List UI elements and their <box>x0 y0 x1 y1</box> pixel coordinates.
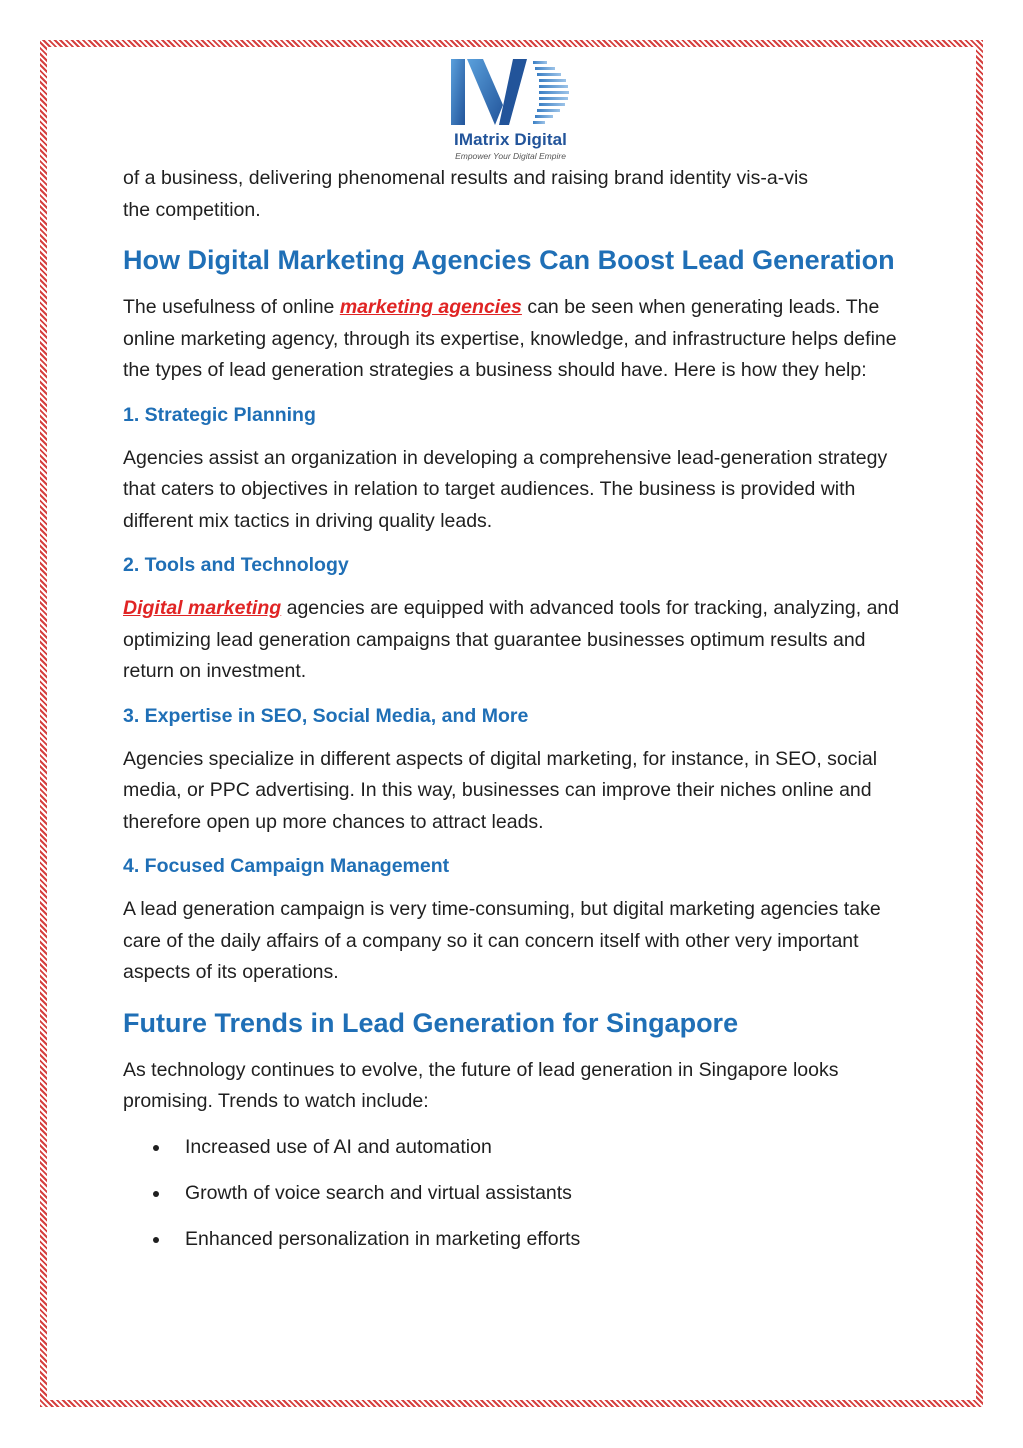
list-item <box>123 1178 913 1224</box>
tools-technology-body: agencies are equipped with advanced tools for tracking, analyzing, and optimizing lead generation campaigns that guarantee businesses optimum results and return on investment. <box>123 597 900 682</box>
future-trends-text: As technology continues to evolve, the future of lead generation in Singapore looks promising. Trends to watch include: <box>123 1058 839 1112</box>
marketing-agencies-link[interactable]: marketing agencies <box>339 296 522 318</box>
logo-tagline: Empower Your Digital Empire <box>455 151 566 161</box>
bullet-icon <box>153 1191 159 1197</box>
subheading-expertise: 3. Expertise in SEO, Social Media, and More <box>123 704 529 727</box>
list-item <box>123 1224 913 1270</box>
section1-text-start: The usefulness of online <box>123 296 340 318</box>
document-body <box>123 163 913 1270</box>
brand-logo <box>443 57 578 161</box>
intro-line-1: of a business, delivering phenomenal results and raising brand identity vis-a-vis <box>123 167 809 189</box>
logo-title: IMatrix Digital <box>454 130 567 149</box>
subheading-tools-technology: 2. Tools and Technology <box>123 554 349 576</box>
subheading-campaign-management: 4. Focused Campaign Management <box>123 855 450 877</box>
section-heading-lead-generation: How Digital Marketing Agencies Can Boost Lead Generation <box>123 245 895 275</box>
list-item-text: Enhanced personalization in marketing efforts <box>185 1227 581 1250</box>
list-item <box>123 1132 913 1178</box>
digital-marketing-link[interactable]: Digital marketing <box>123 597 282 619</box>
list-item-text: Increased use of AI and automation <box>185 1135 492 1158</box>
subheading-strategic-planning: 1. Strategic Planning <box>123 403 316 426</box>
intro-paragraph <box>123 163 913 226</box>
expertise-text: Agencies specialize in different aspects of digital marketing, for instance, in SEO, social media, or PPC advertising. In this way, businesses can improve their niches online and therefore open up more chances to attract leads. <box>123 747 878 833</box>
intro-line-2: the competition. <box>123 198 261 221</box>
section-heading-future-trends: Future Trends in Lead Generation for Singapore <box>123 1007 739 1038</box>
campaign-management-text: A lead generation campaign is very time-consuming, but digital marketing agencies take care of the daily affairs of a company so it can concern itself with other very important aspects of its operations. <box>123 898 881 983</box>
logo-mark-icon <box>443 57 578 129</box>
strategic-planning-text: Agencies assist an organization in developing a comprehensive lead-generation strategy that caters to objectives in relation to target audiences. The business is provided with different mix tactics in driving quality leads. <box>123 446 888 532</box>
trends-list <box>123 1132 913 1270</box>
bullet-icon <box>153 1145 159 1151</box>
tools-technology-text <box>123 593 913 688</box>
section1-paragraph <box>123 292 913 387</box>
section1-text-end: can be seen when generating leads. The online marketing agency, through its expertise, knowledge, and infrastructure helps define the types of lead generation strategies a business should have. Here is how they help: <box>123 296 897 381</box>
bullet-icon <box>153 1237 159 1243</box>
list-item-text: Growth of voice search and virtual assistants <box>185 1181 572 1204</box>
